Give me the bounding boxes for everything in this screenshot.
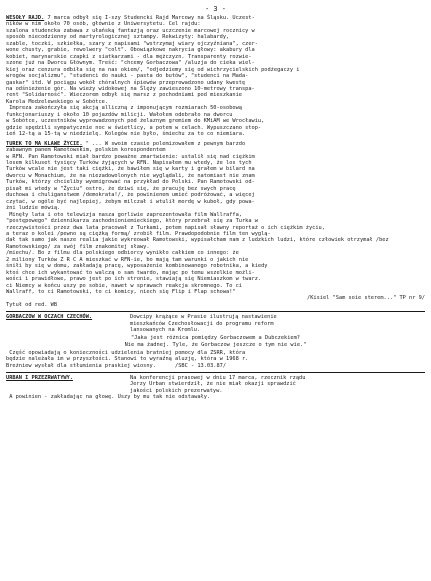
- article-urban: [6, 375, 425, 401]
- article-wesoly-rajd: [6, 15, 425, 138]
- article-signature: /Kisiel "Sam soie sterem..." TP nr 9/: [307, 295, 425, 302]
- article-heading: TUREK TO MA KLAWE ŻYCIE.: [6, 140, 83, 147]
- article-turek: [6, 141, 425, 309]
- section-divider: [6, 372, 425, 373]
- joke-question: "Jaka jest różnica pomiędzy Gorbaczowem a Dubczekiem?: [130, 334, 301, 341]
- page-number: - 3 -: [204, 5, 227, 13]
- article-intro: Na konferencji prasowej w dniu 17 marca, rzecznik rządu Jerzy Urban stwierdził, że nie miał okazji sprawdzić jakości polskich prezerwatyw.: [130, 375, 306, 394]
- article-heading: WESOŁY RAJD.: [6, 15, 45, 21]
- article-gorbaczow: [6, 314, 425, 369]
- joke-answer: Nie ma żadnej. Tyle, że Gorbaczow jeszcze o tym nie wie.": [124, 342, 307, 349]
- article-punchline: A powinien - zakładając na głowę. Uszy by mu tak nie odstawały.: [6, 394, 211, 401]
- section-divider: [6, 311, 425, 312]
- article-intro: Dowcipy krążące w Prasie ilustrują nastawienie mieszkańców Czechosłowacji do programu reform lansowanych na Kremlu.: [130, 314, 277, 334]
- article-body: 7 marca odbył się I-szy Studencki Rajd Marcowy na Śląsku. Uczest- ników w nim około 70 osób, głównie z Uniwersytetu. Cel rajdu: szalona studencka zabawa z ułańską fantazją oraz uczczenie marcowej rocznicy w sposób niecodzienny od martyrologicznej sztampy. Rekwizyty: halabardy, szable, toczki, szkiełka, szary z napisami "wstrzymaj wiary ojczyźniana", czer- wone chusty, grabie, rewolwery "colt". Obowiązkowe nakrycia głowy: akabury dla kobiet, marynarskie czapki z siatkarzami - dla mężczyzn. Transparenty rozwie- szone już na Dworcu Głównym. Treść: "chcemy Gorbaczowa" /aluzja do cieka wiel- kiej oraz cenzura odbiła się na nas okiem/, "odjedziemy się od wichrzycielskich podżegaczy i wrogów socjalizmu", "studenci do nauki - pasta do butów", "studenci na Mada- gaskar" itd. W pociągu wokół chóralnych śpiewów przeprowadzono udany kwestę na odśnieżenie gór. Na wieży widokowej na Ślęży zawieszono 10-metrowy transpa- rent "Solidarność". Wieczorem odbył się marsz z pochodniami pod mieszkanie Karola Modzelewskiego w Sobótce. Impreza zakończyła się akcją alliczną z imponującym rozmiarach 50-osobową funkcjonariuszy i około 10 pojazdów milicji. Wałołem odebrało na dworcu w Sobótce, uczestników wyprowadzonych pod żelaznym gremiem do KMiAM we Wrocławiu, gdzie spędzili sympatycznie noc w świetlicy, a potem w celach. Wypuszczano stop- ień 12-tą a 15-tą w niedzielę. Kolegów nie było, śmiechu za to co niemiara.: [6, 15, 300, 138]
- article-heading: GORBACZOW W OCZACH CZECHÓW.: [6, 314, 93, 321]
- article-body: " ... W swoim czasie polemizowałem z pewnym barzdo zabawnym panem Ramotowskim, polskim korespondentem w RFN. Pan Ramotowski miał bardzo poważne zmartwienie: ustalił się nad ciężkim losem kilkuset tysięcy Turków żyjących w RFN. Napisałem mu wtedy, że los tych Turków wcale nie jest taki ciężki, że bawiłem się w karty i grałem w bilard na dworcu w Monachium, że na niezadowolonych nie wyglądali, że natomiast nie znam Turków, którzy chcieliby wyemigrować na przykład do Polski. Pan Ramotowski od- pisał mi wtedy w "Życiu" ostro, że dziwi się, że pracuję bez swych pracę duchowa i chuliganstwem /demokrata!/, że powinienem umieć podróżować, a więcej czytać, w ogóle być najlepiej, żebym milczał i wtulił mordę w kubeł, gdy powa- żni ludzie mówią. Minęły lata i oto telewizja nasza gorliwie zaprezentowała film Wallraffa, "postępowego" dziennikarza zachodnioniemieckiego, który przebrał się za Turka w rzeczywistości przez dwa lata pracował z Turkami, potem napisał sławny reportaż o ich ciężkim życiu, a teraz o kolei /pewno są ciężką formą/ zrobił film. Prawdopodobnie film ten wyglą- dał tak samo jak nasze realia jakie wykreował Ramotowski, wypisałcham nam z ludzkich ludzi, które człowiek otrzymał /bez Ramotowskiego/ za swój film znakomitej sławy. /miechu/. Bo z filmu dla polskiego odbiorcy wynikło całkiem co innego: że 2 miliony Turków Z R C A mieszkać w RFN-ie, bo mają tam warunki o jakich nie śniłi by się w domu, zakładają pracę, wyposażenie kombinowanego robotnika, a kiedy ktoś chce ich wykantować to walczą o sam twardo, mając po temu wszelkie możli- wości i prawidłowe, prawo jest po ich stronie, stawiają się Niemiaszkom w twarz. ci Niemcy w końcu uszy po sobie, nawet w sprawach reakcja skromnego. To ci Wallraff, to ci Ramotowski, to ci komicy, niech się Flip i Flap schowa!": [6, 140, 389, 296]
- editor-note: Tytuł od red. WB: [6, 301, 58, 308]
- article-heading: URBAN I PRZEZRWATYWY.: [6, 375, 73, 382]
- article-body: Część opowiadają o konieczności udzielenia bratniej pomocy dla ZSRR, która będzie należała im w przyszłości. Stanowi to wyraźną aluzję, która w 1968 r. Breżniew wysłał dla stłumienia praskiej wiosny. /SBC - 13.03.87/: [6, 349, 249, 369]
